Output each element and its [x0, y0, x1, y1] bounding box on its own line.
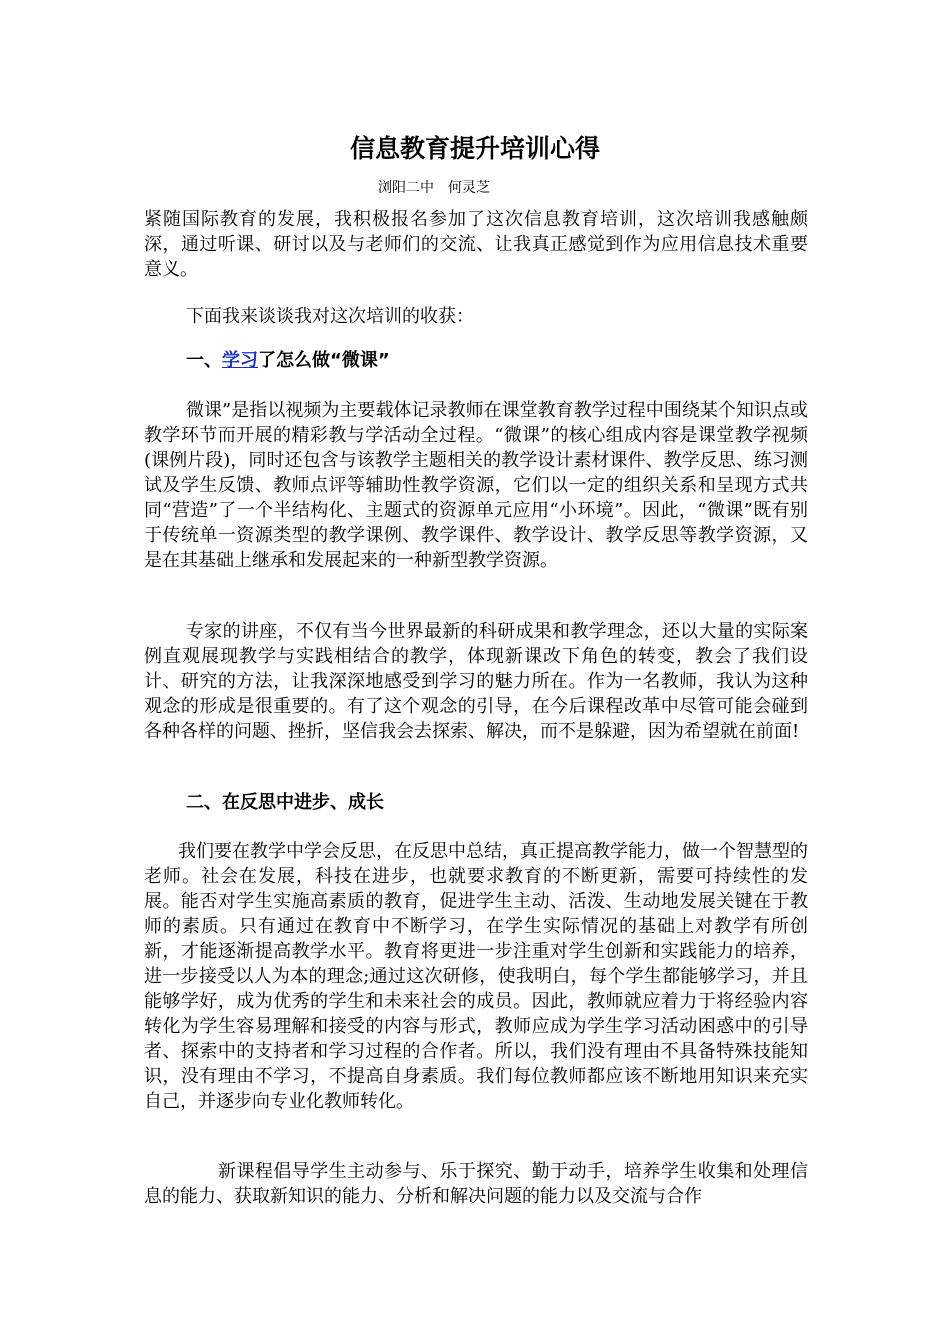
author-line: 浏阳二中 何灵芝 — [378, 180, 490, 196]
paragraph-reflection: 我们要在教学中学会反思，在反思中总结，真正提高教学能力，做一个智慧型的老师。社会在发展，科技在进步，也就要求教育的不断更新，需要可持续性的发展。能否对学生实施高素质的教育，促进学生主动、活泼、生动地发展关键在于教师的素质。只有通过在教育中不断学习，在学生实际情况的基础上对教学有所创新，才能逐渐提高教学水平。教育将更进一步注重对学生创新和实践能力的培养，进一步接受以人为本的理念;通过这次研修，使我明白，每个学生都能够学习，并且能够学好，成为优秀的学生和未来社会的成员。因此，教师就应着力于将经验内容转化为学生容易理解和接受的内容与形式，教师应成为学生学习活动困惑中的引导者、探索中的支持者和学习过程的合作者。所以，我们没有理由不具备特殊技能知识，没有理由不学习，不提高自身素质。我们每位教师都应该不断地用知识来充实自己，并逐步向专业化教师转化。 — [144, 841, 808, 1112]
paragraph-experts: 专家的讲座，不仅有当今世界最新的科研成果和教学理念，还以大量的实际案例直观展现教学与实践相结合的教学，体现新课改下角色的转变，教会了我们设计、研究的方法，让我深深地感受到学习的魅力所在。作为一名教师，我认为这种观念的形成是很重要的。有了这个观念的引导，在今后课程改革中尽管可能会碰到各种各样的问题、挫折，坚信我会去探索、解决，而不是躲避，因为希望就在前面! — [144, 621, 808, 742]
section-heading-2: 二、在反思中进步、成长 — [186, 792, 384, 813]
paragraph-micro-lesson: 微课”是指以视频为主要载体记录教师在课堂教育教学过程中围绕某个知识点或教学环节而开展的精彩教与学活动全过程。“微课”的核心组成内容是课堂教学视频(课例片段)，同时还包含与该教学主题相关的教学设计素材课件、教学反思、练习测试及学生反馈、教师点评等辅助性教学资源，它们以一定的组织关系和呈现方式共同“营造”了一个半结构化、主题式的资源单元应用“小环境”。因此，“微课”既有别于传统单一资源类型的教学课例、教学课件、教学设计、教学反思等教学资源，又是在其基础上继承和发展起来的一种新型教学资源。 — [144, 400, 808, 571]
section-heading-1-prefix: 一、 — [186, 350, 222, 371]
study-link[interactable]: 学习 — [222, 350, 258, 371]
paragraph-lead: 下面我来谈谈我对这次培训的收获： — [186, 306, 474, 327]
paragraph-new-curriculum: 新课程倡导学生主动参与、乐于探究、勤于动手，培养学生收集和处理信息的能力、获取新知识的能力、分析和解决问题的能力以及交流与合作 — [144, 1161, 808, 1207]
section-heading-1-suffix: 了怎么做“微课” — [258, 350, 390, 371]
paragraph-intro: 紧随国际教育的发展，我积极报名参加了这次信息教育培训，这次培训我感触颇深，通过听课、研讨以及与老师们的交流、让我真正感觉到作为应用信息技术重要意义。 — [144, 209, 808, 280]
section-heading-1 — [186, 348, 390, 374]
document-title: 信息教育提升培训心得 — [349, 134, 600, 163]
